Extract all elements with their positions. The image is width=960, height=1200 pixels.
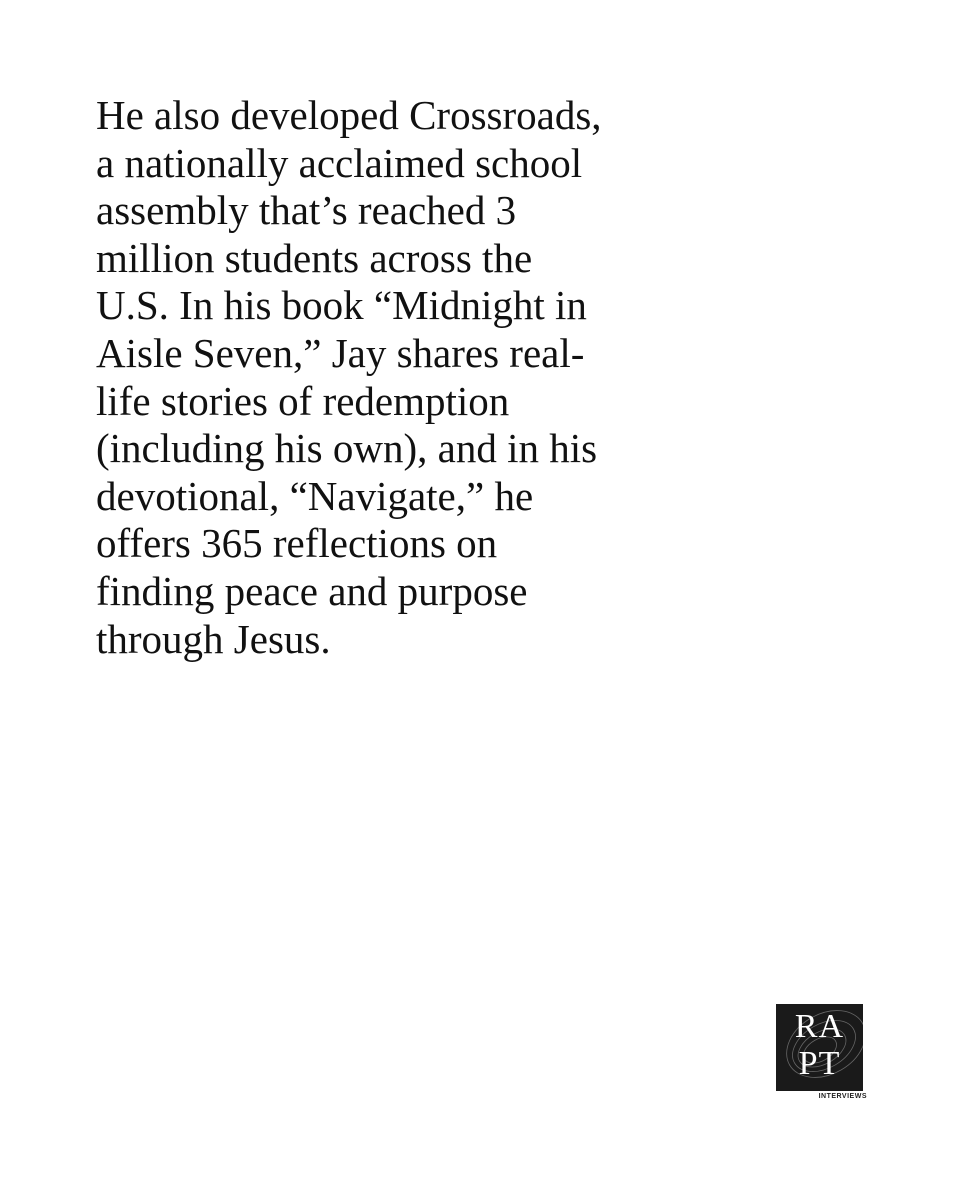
rapt-logo (776, 1004, 863, 1091)
text-line: He also developed Crossroads, (96, 92, 602, 138)
text-line: devotional, “Navigate,” he (96, 472, 534, 519)
logo-line-2: PT (798, 1045, 841, 1082)
logo-subtitle: INTERVIEWS (818, 1093, 867, 1100)
text-line: through Jesus. (96, 615, 331, 662)
logo-line-1: RA (794, 1008, 845, 1045)
body-paragraph (96, 92, 602, 663)
text-line: (including his own), and in his (96, 425, 598, 472)
text-line: Aisle Seven,” Jay shares real- (96, 329, 585, 376)
text-line: U.S. In his book “Midnight in (96, 282, 587, 329)
text-line: million students across the (96, 234, 533, 281)
text-line: assembly that’s reached 3 (96, 187, 517, 234)
text-line: offers 365 reflections on (96, 520, 498, 567)
text-line: finding peace and purpose (96, 567, 528, 614)
text-line: a nationally acclaimed school (96, 139, 583, 186)
text-line: life stories of redemption (96, 377, 510, 424)
